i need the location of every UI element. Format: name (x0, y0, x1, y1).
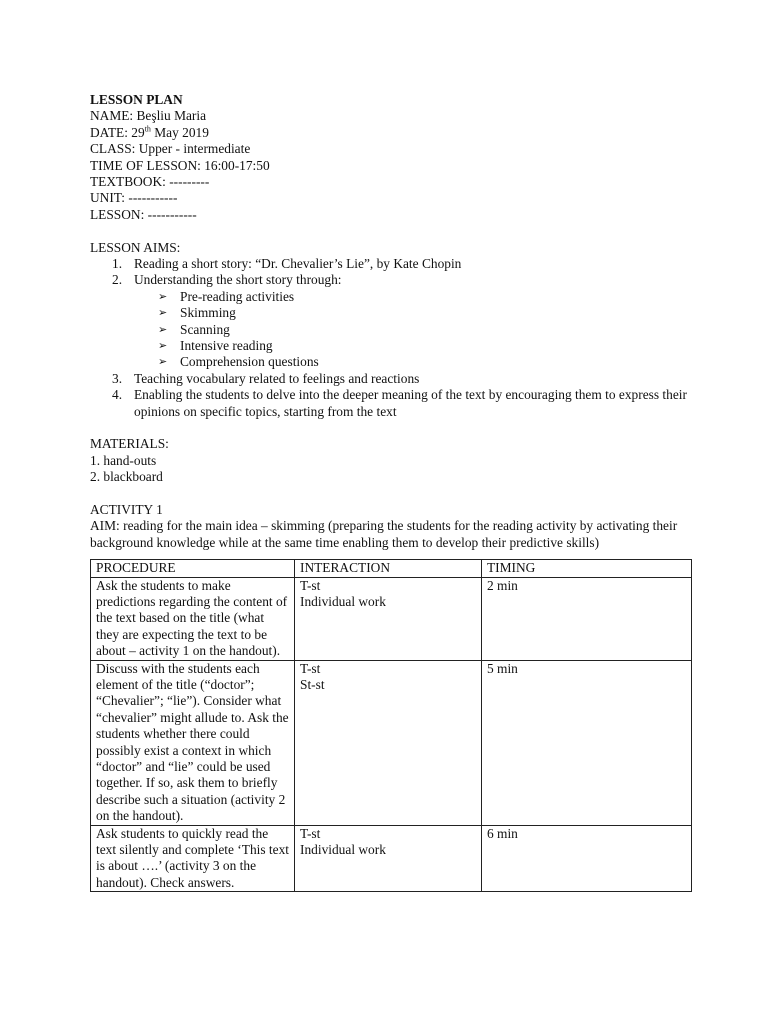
table-header-row (91, 560, 692, 577)
aims-subitem: ➢ Scanning (158, 321, 230, 337)
aims-subitem: ➢ Intensive reading (158, 337, 273, 353)
arrow-bullet-icon: ➢ (158, 307, 168, 320)
column-header-procedure: PROCEDURE (91, 560, 295, 577)
document-title: LESSON PLAN (90, 92, 183, 107)
aims-subitem: ➢ Comprehension questions (158, 354, 319, 370)
arrow-bullet-icon: ➢ (158, 339, 168, 352)
table-row (91, 660, 692, 825)
materials-item: 1. hand-outs (90, 452, 157, 468)
date-superscript: th (144, 124, 151, 134)
aims-item-number: 4. (112, 387, 123, 403)
aims-sublist (90, 289, 692, 371)
date-line (90, 125, 692, 141)
procedure-cell: Ask students to quickly read the text silently and complete ‘This text is about ….’ (activity 3 on the handout). Check answers. (91, 825, 295, 892)
aims-subitem: ➢ Pre-reading activities (158, 288, 295, 304)
materials-heading: MATERIALS: (90, 436, 169, 452)
unit-line: UNIT: ----------- (90, 190, 178, 206)
textbook-line: TEXTBOOK: --------- (90, 173, 210, 189)
aims-item (90, 371, 692, 387)
aims-item-number: 1. (112, 255, 123, 271)
table-row (91, 577, 692, 660)
timing-cell: 5 min (482, 660, 692, 825)
table-row (91, 825, 692, 892)
time-line: TIME OF LESSON: 16:00-17:50 (90, 157, 270, 173)
date-suffix: May 2019 (150, 124, 209, 140)
activity-table (90, 559, 692, 892)
aims-item (90, 256, 692, 272)
name-line: NAME: Beşliu Maria (90, 108, 207, 124)
aims-subitem: ➢ Skimming (158, 305, 236, 321)
procedure-cell: Discuss with the students each element of the title (“doctor”; “Chevalier”; “lie”). Consider what “chevalier” might allude to. Ask the students whether there could possibly exist a context in which “doctor” and “lie” could be used together. If so, ask them to briefly describe such a situation (activity 2 on the handout). (91, 660, 295, 825)
lesson-line: LESSON: ----------- (90, 206, 197, 222)
aims-item-text: Reading a short story: “Dr. Chevalier’s Lie”, by Kate Chopin (134, 255, 462, 271)
date-prefix: DATE: 29 (90, 124, 145, 140)
aims-item-number: 2. (112, 272, 123, 288)
timing-cell: 2 min (482, 577, 692, 660)
column-header-interaction: INTERACTION (295, 560, 482, 577)
lesson-plan-page (90, 92, 692, 892)
interaction-cell: T-st Individual work (295, 577, 482, 660)
class-line: CLASS: Upper - intermediate (90, 141, 251, 157)
arrow-bullet-icon: ➢ (158, 323, 168, 336)
aims-item-text: Understanding the short story through: (134, 272, 342, 288)
arrow-bullet-icon: ➢ (158, 290, 168, 303)
aims-item-text: Enabling the students to delve into the deeper meaning of the text by encouraging them to express their opinions on specific topics, starting from the text (134, 387, 687, 419)
materials-item: 2. blackboard (90, 469, 163, 485)
interaction-cell: T-st Individual work (295, 825, 482, 892)
procedure-cell: Ask the students to make predictions regarding the content of the text based on the title (what they are expecting the text to be about – activity 1 on the handout). (91, 577, 295, 660)
activity-aim: AIM: reading for the main idea – skimming (preparing the students for the reading activity by activating their background knowledge while at the same time enabling them to develop their predictive skills) (90, 518, 678, 550)
timing-cell: 6 min (482, 825, 692, 892)
interaction-cell: T-st St-st (295, 660, 482, 825)
aims-item (90, 387, 692, 420)
column-header-timing: TIMING (482, 560, 692, 577)
aims-item-text: Teaching vocabulary related to feelings and reactions (134, 370, 420, 386)
aims-item (90, 272, 692, 288)
aims-item-number: 3. (112, 370, 123, 386)
arrow-bullet-icon: ➢ (158, 356, 168, 369)
aims-heading: LESSON AIMS: (90, 239, 181, 255)
aims-list (90, 256, 692, 420)
activity-heading: ACTIVITY 1 (90, 501, 163, 517)
